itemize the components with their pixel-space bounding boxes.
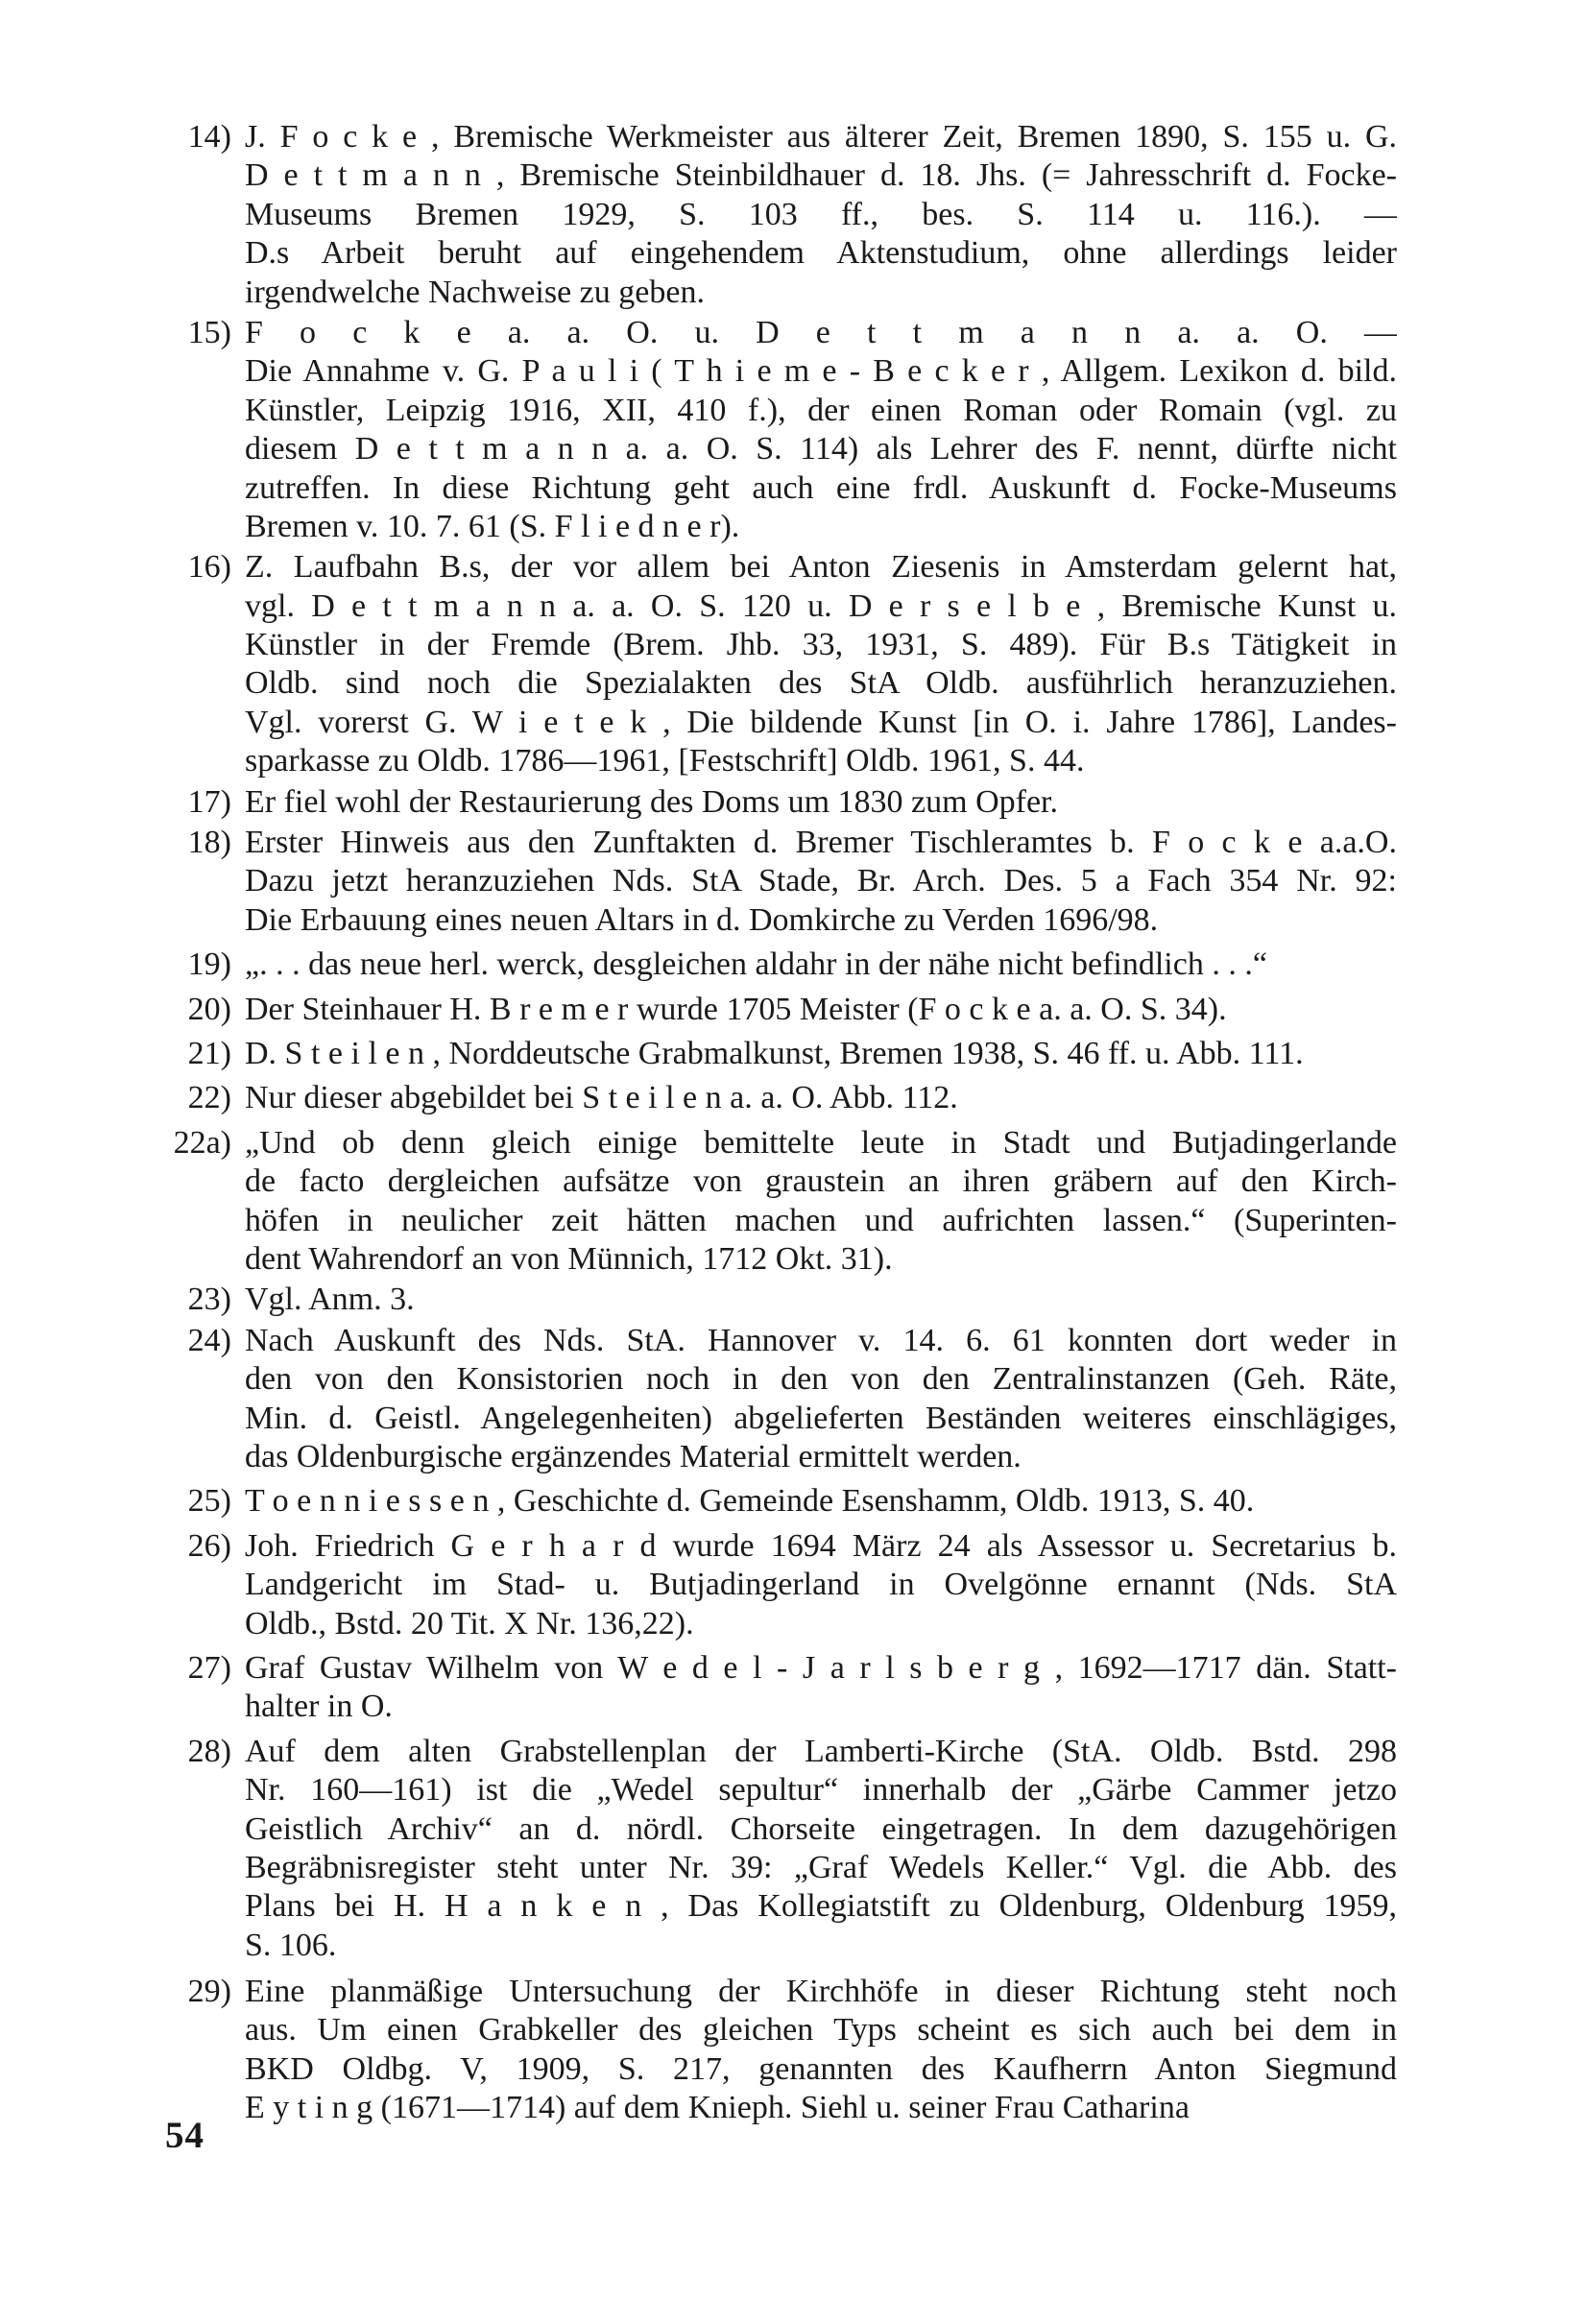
- footnote-line: Oldb. sind noch die Spezialakten des StA Oldb. ausführlich heranzuziehen.: [245, 665, 1397, 702]
- footnote: [158, 1482, 1397, 1521]
- footnote-line: Die Erbauung eines neuen Altars in d. Domkirche zu Verden 1696/98.: [245, 901, 1159, 938]
- footnote-text: [245, 783, 1397, 822]
- footnote-number-text: 19): [187, 946, 231, 983]
- footnote-number-text: 20): [187, 991, 231, 1027]
- footnote-line: Begräbnisregister steht unter Nr. 39: „Graf Wedels Keller.“ Vgl. die Abb. des: [245, 1849, 1397, 1885]
- footnote-line: das Oldenburgische ergänzendes Material ermittelt werden.: [245, 1438, 1022, 1474]
- footnote-line: „. . . das neue herl. werck, desgleichen aldahr in der nähe nicht befindlich . . .“: [245, 946, 1267, 983]
- footnote-number: [158, 548, 245, 587]
- footnote-line: Er fiel wohl der Restaurierung des Doms um 1830 zum Opfer.: [245, 783, 1058, 820]
- footnote-text: [245, 118, 1397, 312]
- footnote-text: [245, 1649, 1397, 1727]
- footnote-line: D. S t e i l e n , Norddeutsche Grabmalkunst, Bremen 1938, S. 46 ff. u. Abb. 111.: [245, 1036, 1304, 1072]
- footnote: [158, 548, 1397, 780]
- footnote-number-text: 21): [187, 1036, 231, 1072]
- footnote-line: Bremen v. 10. 7. 61 (S. F l i e d n e r).: [245, 508, 740, 544]
- footnote-line: Z. Laufbahn B.s, der vor allem bei Anton Ziesenis in Amsterdam gelernt hat,: [245, 549, 1397, 586]
- footnote-line: Nach Auskunft des Nds. StA. Hannover v. 14. 6. 61 konnten dort weder in: [245, 1322, 1397, 1358]
- footnote-number: [158, 1322, 245, 1360]
- footnote-number-text: 18): [187, 825, 231, 861]
- footnote-line: sparkasse zu Oldb. 1786—1961, [Festschrift] Oldb. 1961, S. 44.: [245, 743, 1085, 779]
- footnote-line: de facto dergleichen aufsätze von graustein an ihren gräbern auf den Kirch-: [245, 1163, 1397, 1200]
- footnote-number-text: 17): [187, 783, 231, 820]
- footnote-line: Museums Bremen 1929, S. 103 ff., bes. S. 114 u. 116.). —: [245, 196, 1397, 232]
- footnote-number: [158, 1733, 245, 1771]
- footnote-line: Künstler in der Fremde (Brem. Jhb. 33, 1931, S. 489). Für B.s Tätigkeit in: [245, 627, 1397, 663]
- footnote-number-text: 24): [187, 1322, 231, 1358]
- footnote-number: [158, 118, 245, 156]
- footnote-line: Der Steinhauer H. B r e m e r wurde 1705 Meister (F o c k e a. a. O. S. 34).: [245, 991, 1227, 1027]
- footnote: [158, 1322, 1397, 1477]
- footnote-text: [245, 1527, 1397, 1643]
- footnote-line: D e t t m a n n , Bremische Steinbildhauer d. 18. Jhs. (= Jahresschrift d. Focke-: [245, 157, 1397, 194]
- footnote-text: [245, 1035, 1397, 1073]
- footnotes: [158, 118, 1397, 2128]
- footnote-number: [158, 1124, 245, 1162]
- footnote-line: Die Annahme v. G. P a u l i ( T h i e m e - B e c k e r , Allgem. Lexikon d. bild.: [245, 353, 1397, 390]
- footnote-line: den von den Konsistorien noch in den von den Zentralinstanzen (Geh. Räte,: [245, 1361, 1397, 1398]
- footnote-line: Plans bei H. H a n k e n , Das Kollegiatstift zu Oldenburg, Oldenburg 1959,: [245, 1888, 1397, 1925]
- footnote-text: [245, 1733, 1397, 1965]
- footnote: [158, 946, 1397, 984]
- footnote-line: vgl. D e t t m a n n a. a. O. S. 120 u. D e r s e l b e , Bremische Kunst u.: [245, 587, 1397, 624]
- footnote-line: Graf Gustav Wilhelm von W e d e l - J a r l s b e r g , 1692—1717 dän. Statt-: [245, 1649, 1397, 1686]
- footnote-text: [245, 1322, 1397, 1477]
- footnote: [158, 991, 1397, 1029]
- footnote-number: [158, 314, 245, 352]
- footnote-line: Oldb., Bstd. 20 Tit. X Nr. 136,22).: [245, 1605, 694, 1641]
- footnote-line: Erster Hinweis aus den Zunftakten d. Bremer Tischleramtes b. F o c k e a.a.O.: [245, 825, 1397, 861]
- footnote-line: halter in O.: [245, 1689, 393, 1725]
- footnote-number: [158, 1281, 245, 1319]
- footnote: [158, 1973, 1397, 2128]
- footnote: [158, 1733, 1397, 1965]
- footnote-text: [245, 1079, 1397, 1117]
- footnote-number: [158, 1649, 245, 1688]
- footnote-number: [158, 1973, 245, 2011]
- footnote-line: Vgl. vorerst G. W i e t e k , Die bildende Kunst [in O. i. Jahre 1786], Landes-: [245, 704, 1397, 740]
- footnote-line: Künstler, Leipzig 1916, XII, 410 f.), der einen Roman oder Romain (vgl. zu: [245, 392, 1397, 428]
- footnote-number-text: 28): [187, 1733, 231, 1769]
- footnote-line: Eine planmäßige Untersuchung der Kirchhöfe in dieser Richtung steht noch: [245, 1974, 1397, 2010]
- footnote-line: T o e n n i e s s e n , Geschichte d. Gemeinde Esenshamm, Oldb. 1913, S. 40.: [245, 1483, 1255, 1520]
- footnote-line: F o c k e a. a. O. u. D e t t m a n n a. a. O. —: [245, 314, 1397, 350]
- footnote-text: [245, 548, 1397, 780]
- footnote-line: dent Wahrendorf an von Münnich, 1712 Okt. 31).: [245, 1241, 893, 1278]
- footnote-number-text: 25): [187, 1483, 231, 1520]
- footnote-line: „Und ob denn gleich einige bemittelte leute in Stadt und Butjadingerlande: [245, 1124, 1397, 1161]
- footnote-number-text: 29): [187, 1974, 231, 2010]
- footnote-number: [158, 1079, 245, 1117]
- footnote-text: [245, 1124, 1397, 1280]
- footnote-text: [245, 991, 1397, 1029]
- footnote-number-text: 26): [187, 1527, 231, 1564]
- footnote-number-text: 27): [187, 1649, 231, 1686]
- footnote-text: [245, 1281, 1397, 1319]
- footnote: [158, 1079, 1397, 1117]
- footnote-line: E y t i n g (1671—1714) auf dem Knieph. Siehl u. seiner Frau Catharina: [245, 2090, 1190, 2126]
- footnote-number-text: 22a): [173, 1124, 231, 1161]
- footnote-line: Vgl. Anm. 3.: [245, 1282, 415, 1318]
- footnote-number: [158, 824, 245, 862]
- footnote-line: aus. Um einen Grabkeller des gleichen Typs scheint es sich auch bei dem in: [245, 2012, 1397, 2048]
- footnote-number-text: 15): [187, 314, 231, 350]
- footnote-line: Dazu jetzt heranzuziehen Nds. StA Stade, Br. Arch. Des. 5 a Fach 354 Nr. 92:: [245, 863, 1397, 899]
- footnote-line: irgendwelche Nachweise zu geben.: [245, 274, 705, 310]
- footnote-number-text: 23): [187, 1282, 231, 1318]
- footnote-number: [158, 1527, 245, 1566]
- footnote-line: Min. d. Geistl. Angelegenheiten) abgelieferten Beständen weiteres einschlägiges,: [245, 1400, 1397, 1436]
- footnote-line: S. 106.: [245, 1927, 337, 1963]
- footnote-number: [158, 1482, 245, 1521]
- footnote-number: [158, 946, 245, 984]
- footnote-number-text: 22): [187, 1080, 231, 1116]
- footnote: [158, 118, 1397, 312]
- footnote-line: BKD Oldbg. V, 1909, S. 217, genannten des Kaufherrn Anton Siegmund: [245, 2050, 1397, 2087]
- footnote-line: Auf dem alten Grabstellenplan der Lamberti-Kirche (StA. Oldb. Bstd. 298: [245, 1733, 1397, 1769]
- page-number: 54: [165, 2115, 204, 2156]
- footnote-line: Joh. Friedrich G e r h a r d wurde 1694 März 24 als Assessor u. Secretarius b.: [245, 1527, 1397, 1564]
- footnote: [158, 1649, 1397, 1727]
- footnote: [158, 783, 1397, 822]
- footnote-line: diesem D e t t m a n n a. a. O. S. 114) als Lehrer des F. nennt, dürfte nicht: [245, 431, 1397, 467]
- footnote-line: Geistlich Archiv“ an d. nördl. Chorseite eingetragen. In dem dazugehörigen: [245, 1810, 1397, 1847]
- footnote-number: [158, 991, 245, 1029]
- footnote: [158, 1281, 1397, 1319]
- footnote-text: [245, 824, 1397, 940]
- footnote-text: [245, 1482, 1397, 1521]
- footnote: [158, 314, 1397, 546]
- footnote: [158, 1124, 1397, 1280]
- footnote: [158, 1527, 1397, 1643]
- footnote-text: [245, 946, 1397, 984]
- footnote: [158, 824, 1397, 940]
- footnote-line: Nur dieser abgebildet bei S t e i l e n a. a. O. Abb. 112.: [245, 1080, 958, 1116]
- footnote-line: D.s Arbeit beruht auf eingehendem Aktenstudium, ohne allerdings leider: [245, 235, 1397, 272]
- footnote-line: zutreffen. In diese Richtung geht auch eine frdl. Auskunft d. Focke-Museums: [245, 469, 1397, 506]
- footnote-number: [158, 1035, 245, 1073]
- footnote-line: J. F o c k e , Bremische Werkmeister aus älterer Zeit, Bremen 1890, S. 155 u. G.: [245, 119, 1397, 155]
- footnote-text: [245, 1973, 1397, 2128]
- footnote-line: Landgericht im Stad- u. Butjadingerland in Ovelgönne ernannt (Nds. StA: [245, 1567, 1397, 1603]
- footnote-number-text: 14): [187, 119, 231, 155]
- footnote-number-text: 16): [187, 549, 231, 586]
- footnote-line: höfen in neulicher zeit hätten machen und aufrichten lassen.“ (Superinten-: [245, 1202, 1397, 1238]
- footnote-line: Nr. 160—161) ist die „Wedel sepultur“ innerhalb der „Gärbe Cammer jetzo: [245, 1772, 1397, 1809]
- footnote-text: [245, 314, 1397, 546]
- footnote-number: [158, 783, 245, 822]
- footnote: [158, 1035, 1397, 1073]
